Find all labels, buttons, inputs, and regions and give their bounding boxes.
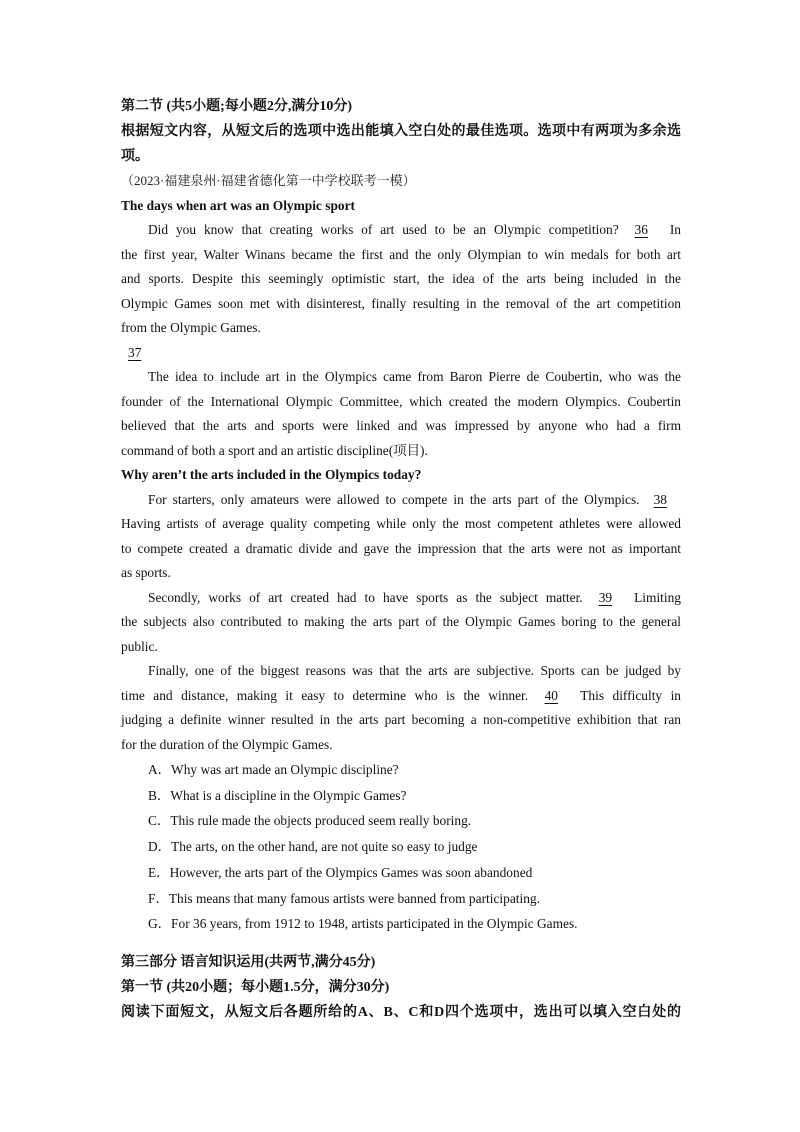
blank-36[interactable]: 36 <box>634 222 648 237</box>
paragraph-5-line-2 <box>121 684 681 709</box>
paragraph-1-line-2: the first year, Walter Winans became the first and the only Olympian to win medals for both art <box>121 246 681 262</box>
text: In <box>669 222 681 237</box>
part3-section1-title: 第一节 (共20小题；每小题1.5分，满分30分) <box>121 979 390 995</box>
section-title: 第二节 (共5小题;每小题2分,满分10分) <box>121 99 352 114</box>
part3-title: 第三部分 语言知识运用(共两节,满分45分) <box>121 954 376 970</box>
blank-37[interactable]: 37 <box>128 344 142 360</box>
text: For starters, only amateurs were allowed to compete in the arts part of the Olympics. <box>148 491 640 507</box>
option-e[interactable]: E．However, the arts part of the Olympics Games was soon abandoned <box>148 864 533 880</box>
paragraph-4-line-1 <box>121 586 681 611</box>
paragraph-4-line-2: the subjects also contributed to making the arts part of the Olympic Games boring to the general <box>121 614 681 629</box>
text: time and distance, making it easy to determine who is the winner. <box>121 687 529 703</box>
paragraph-5-line-3: judging a definite winner resulted in the arts part becoming a non-competitive exhibition that ran <box>121 712 681 727</box>
passage-title: The days when art was an Olympic sport <box>121 197 355 213</box>
text: Secondly, works of art created had to have sports as the subject matter. <box>148 589 583 605</box>
option-c[interactable]: C．This rule made the objects produced seem really boring. <box>148 813 472 829</box>
text: Limiting <box>634 589 681 605</box>
passage-subheading: Why aren’t the arts included in the Olympics today? <box>121 467 422 482</box>
instruction-line-2: 项。 <box>121 149 149 164</box>
paragraph-3-line-4: as sports. <box>121 565 171 580</box>
paragraph-5-line-1: Finally, one of the biggest reasons was that the arts are subjective. Sports can be judged by <box>148 663 681 678</box>
spacer <box>121 937 681 950</box>
paragraph-3-line-2: Having artists of average quality competing while only the most competent athletes were allowed <box>121 516 681 531</box>
text: Did you know that creating works of art used to be an Olympic competition? <box>148 222 619 237</box>
worksheet-page <box>121 94 681 1025</box>
option-b[interactable]: B．What is a discipline in the Olympic Games? <box>148 787 407 803</box>
option-d[interactable]: D．The arts, on the other hand, are not quite so easy to judge <box>148 839 478 855</box>
paragraph-1-line-4: Olympic Games soon met with disinterest, finally resulting in the removal of the art competition <box>121 295 681 311</box>
paragraph-4-line-3: public. <box>121 638 158 654</box>
paragraph-2-line-4: command of both a sport and an artistic discipline(项目). <box>121 442 428 458</box>
blank-39[interactable]: 39 <box>598 589 613 605</box>
source-note: （2023·福建泉州·福建省德化第一中学校联考一模） <box>121 173 416 188</box>
paragraph-5-line-4: for the duration of the Olympic Games. <box>121 736 333 752</box>
paragraph-3-line-3: to compete created a dramatic divide and gave the impression that the arts were not as important <box>121 540 681 556</box>
paragraph-2-line-3: believed that the arts and sports were linked and was impressed by anyone who had a firm <box>121 418 681 433</box>
option-g[interactable]: G．For 36 years, from 1912 to 1948, artists participated in the Olympic Games. <box>148 916 578 932</box>
paragraph-2-line-1: The idea to include art in the Olympics came from Baron Pierre de Coubertin, who was the <box>148 369 681 384</box>
option-f[interactable]: F．This means that many famous artists were banned from participating. <box>148 890 540 906</box>
paragraph-2-line-2: founder of the International Olympic Committee, which created the modern Olympics. Coubertin <box>121 393 681 409</box>
text: This difficulty in <box>580 687 681 703</box>
blank-38[interactable]: 38 <box>653 491 667 507</box>
blank-40[interactable]: 40 <box>544 687 558 703</box>
instruction-line-1: 根据短文内容，从短文后的选项中选出能填入空白处的最佳选项。选项中有两项为多余选 <box>121 124 681 139</box>
option-a[interactable]: A．Why was art made an Olympic discipline? <box>148 762 399 777</box>
paragraph-1-line-1 <box>121 218 681 243</box>
blank-37-line <box>121 341 681 366</box>
paragraph-1-line-5: from the Olympic Games. <box>121 320 261 335</box>
paragraph-3-line-1 <box>121 488 681 513</box>
part3-instruction: 阅读下面短文，从短文后各题所给的A、B、C和D四个选项中，选出可以填入空白处的 <box>121 1004 681 1020</box>
paragraph-1-line-3: and sports. Despite this seemingly optimistic start, the idea of the arts being included in the <box>121 271 681 286</box>
